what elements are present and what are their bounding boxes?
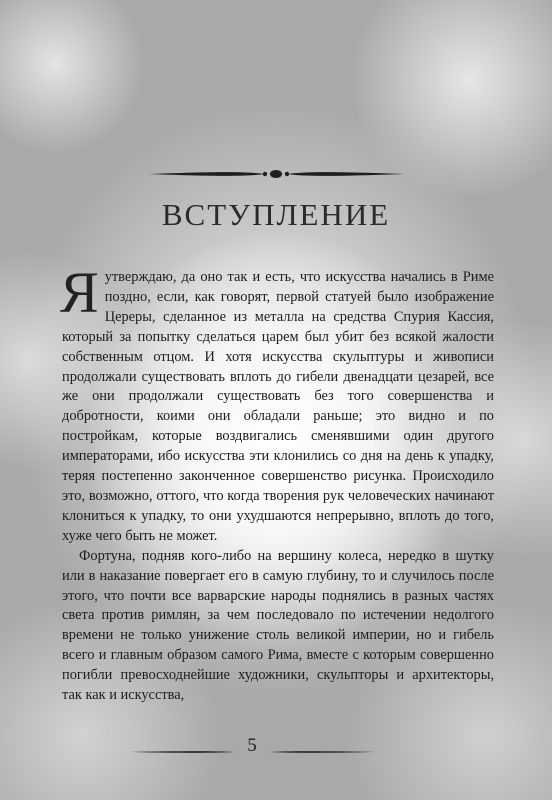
chapter-title: ВСТУПЛЕНИЕ <box>161 197 391 232</box>
page-number: 5 <box>247 735 257 756</box>
drop-cap: Я <box>60 260 99 325</box>
paragraph-2: Фортуна, подняв кого-либо на вершину колеса, нередко в шутку или в наказание повергает его в самую глубину, то и случилось после этого, что почти все варварские народы поднялись в разных частях света против римлян, за чем последовало по истечении недолгого времени не только унижение столь великой империи, но и гибель всего и главным образом самого Рима, вместе с которым совершенно погибли превосходнейшие художники, скульпторы и архитекторы, так как и искусства, <box>62 547 494 704</box>
ornamental-divider <box>146 162 406 186</box>
footer-flourish-right <box>270 748 375 756</box>
paragraph-1-text: утверждаю, да оно так и есть, что искусства начались в Риме поздно, если, как говорят, первой статуей было изображение Цереры, сделанное из металла на средства Спурия Кассия, который за попытку сделаться царем был убит без всякой жалости собственным отцом. И хотя искусства скульптуры и живописи продолжали существовать вплоть до гибели двенадцати цезарей, все же они продолжали существовать без того совершенства и добротности, коими они обладали раньше; это видно и по постройкам, которые воздвигались сменявшими один другого императорами, ибо искусства эти клонились со дня на день к упадку, теряя постепенно законченное совершенство рисунка. Происходило это, возможно, оттого, что когда творения рук человеческих начинают клониться к упадку, то они ухудшаются непрерывно, вплоть до того, хуже чего быть не может. <box>62 269 494 544</box>
chapter-body <box>60 260 494 706</box>
footer-flourish-left <box>130 748 235 756</box>
paragraph-1 <box>60 260 494 547</box>
